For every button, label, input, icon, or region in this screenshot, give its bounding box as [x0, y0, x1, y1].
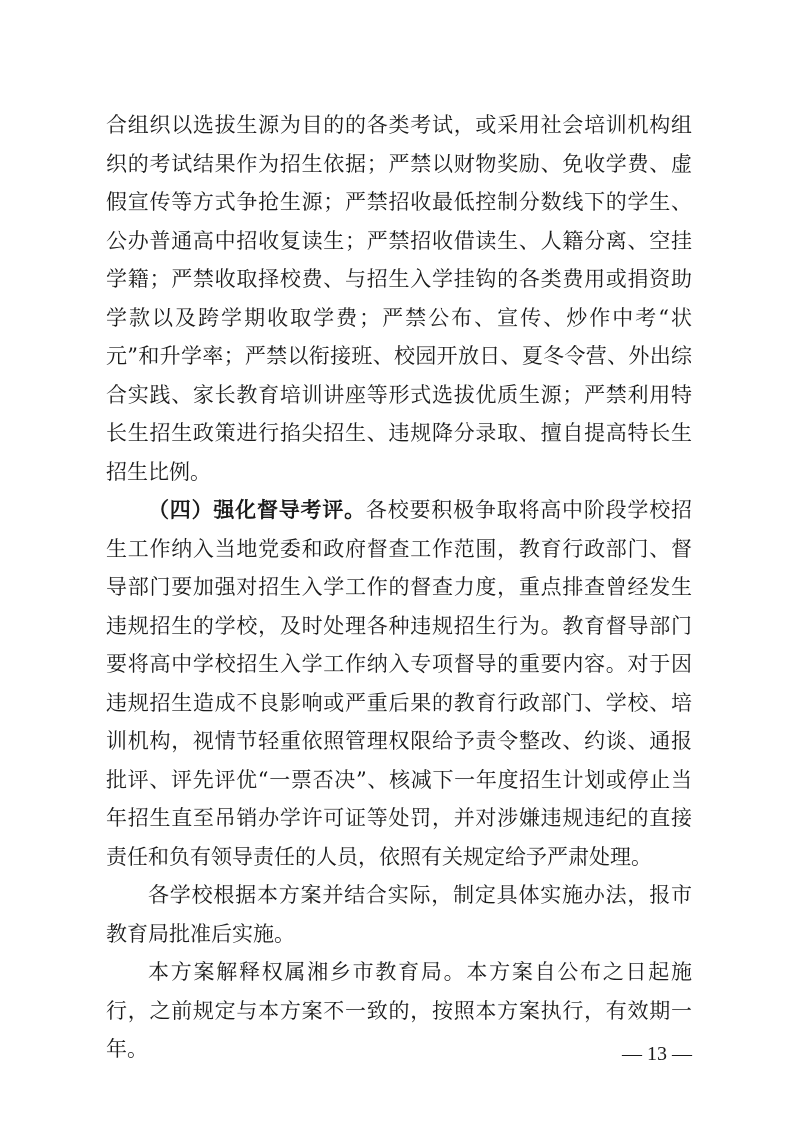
body-text — [106, 106, 692, 1069]
paragraph-text: 各学校根据本方案并结合实际，制定具体实施办法，报市教育局批准后实施。 — [106, 883, 692, 946]
page-number: — 13 — — [622, 1043, 692, 1065]
section-heading: （四）强化督导考评。 — [148, 498, 366, 522]
paragraph-implementation — [106, 876, 692, 953]
paragraph-continuation — [106, 106, 692, 491]
paragraph-supervision — [106, 491, 692, 876]
paragraph-text: 各校要积极争取将高中阶段学校招生工作纳入当地党委和政府督查工作范围，教育行政部门、督导部门要加强对招生入学工作的督查力度，重点排查曾经发生违规招生的学校，及时处理各种违规招生行为。教育督导部门要将高中学校招生入学工作纳入专项督导的重要内容。对于因违规招生造成不良影响或严重后果的教育行政部门、学校、培训机构，视情节轻重依照管理权限给予责令整改、约谈、通报批评、评先评优“一票否决”、核减下一年度招生计划或停止当年招生直至吊销办学许可证等处罚，并对涉嫌违规违纪的直接责任和负有领导责任的人员，依照有关规定给予严肃处理。 — [106, 498, 693, 869]
paragraph-text: 合组织以选拔生源为目的的各类考试，或采用社会培训机构组织的考试结果作为招生依据；严禁以财物奖励、免收学费、虚假宣传等方式争抢生源；严禁招收最低控制分数线下的学生、公办普通高中招收复读生；严禁招收借读生、人籍分离、空挂学籍；严禁收取择校费、与招生入学挂钩的各类费用或捐资助学款以及跨学期收取学费；严禁公布、宣传、炒作中考“状元”和升学率；严禁以衔接班、校园开放日、夏冬令营、外出综合实践、家长教育培训讲座等形式选拔优质生源；严禁利用特长生招生政策进行掐尖招生、违规降分录取、擅自提高特长生招生比例。 — [106, 113, 692, 484]
paragraph-text: 本方案解释权属湘乡市教育局。本方案自公布之日起施行，之前规定与本方案不一致的，按照本方案执行，有效期一年。 — [106, 960, 692, 1061]
paragraph-interpretation — [106, 953, 692, 1069]
